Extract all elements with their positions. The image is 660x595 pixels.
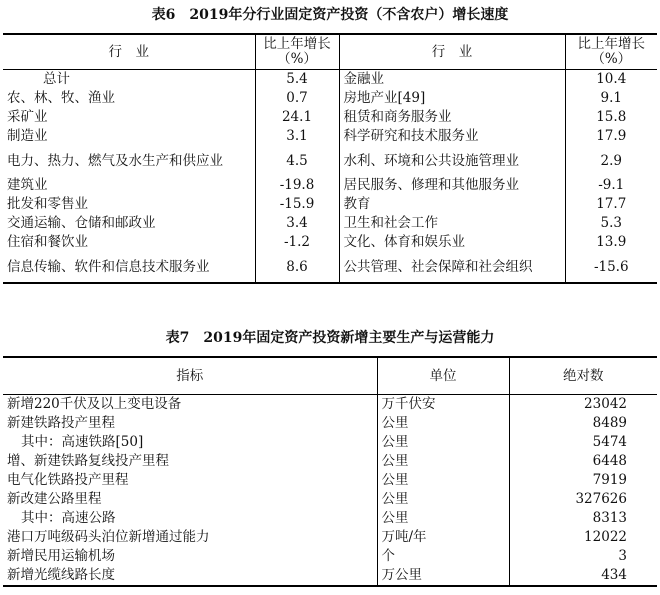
header-absolute: 绝对数 — [509, 357, 657, 395]
capacity-table — [3, 356, 657, 587]
table-row — [3, 509, 657, 528]
growth-value: -9.1 — [598, 177, 625, 193]
absolute-value: 6448 — [592, 453, 627, 469]
industry-name: 总计 — [3, 70, 255, 90]
absolute-value: 12022 — [584, 529, 627, 545]
table-row — [3, 127, 657, 146]
indicator-name: 新增光缆线路长度 — [3, 566, 377, 586]
unit-value: 公里 — [377, 509, 509, 528]
indicator-name: 增、新建铁路复线投产里程 — [3, 452, 377, 471]
industry-name: 制造业 — [3, 127, 255, 146]
growth-value: 24.1 — [255, 108, 339, 127]
table-row — [3, 414, 657, 433]
industry-name: 信息传输、软件和信息技术服务业 — [3, 252, 255, 283]
growth-value: 10.4 — [596, 71, 627, 87]
table-row — [3, 395, 657, 415]
table-row — [3, 252, 657, 283]
growth-value: 13.9 — [596, 234, 627, 250]
industry-name: 教育 — [339, 195, 565, 214]
industry-name: 金融业 — [339, 70, 565, 90]
table-row — [3, 528, 657, 547]
header-growth-right: 比上年增长（%） — [565, 34, 657, 70]
table-row — [3, 214, 657, 233]
industry-name: 交通运输、仓储和邮政业 — [3, 214, 255, 233]
header-growth-left: 比上年增长（%） — [255, 34, 339, 70]
unit-value: 公里 — [377, 471, 509, 490]
industry-growth-table — [3, 33, 657, 284]
industry-name: 科学研究和技术服务业 — [339, 127, 565, 146]
industry-name: 文化、体育和娱乐业 — [339, 233, 565, 252]
industry-name: 公共管理、社会保障和社会组织 — [339, 252, 565, 283]
growth-value: -1.2 — [255, 233, 339, 252]
table-row — [3, 547, 657, 566]
industry-name: 居民服务、修理和其他服务业 — [339, 176, 565, 195]
industry-name: 住宿和餐饮业 — [3, 233, 255, 252]
growth-value: -19.8 — [255, 176, 339, 195]
industry-name: 房地产业[49] — [339, 89, 565, 108]
table-row — [3, 566, 657, 586]
absolute-value: 434 — [601, 567, 627, 583]
growth-value: 3.4 — [255, 214, 339, 233]
unit-value: 公里 — [377, 452, 509, 471]
growth-value: 9.1 — [600, 90, 622, 106]
industry-name: 电力、热力、燃气及水生产和供应业 — [3, 146, 255, 176]
industry-name: 采矿业 — [3, 108, 255, 127]
growth-value: 17.9 — [596, 128, 627, 144]
growth-value: -15.6 — [593, 258, 629, 275]
table-row — [3, 452, 657, 471]
table-row — [3, 70, 657, 90]
header-industry-left: 行 业 — [3, 34, 255, 70]
table6-title: 表6 2019年分行业固定资产投资（不含农户）增长速度 — [151, 7, 509, 23]
indicator-name: 港口万吨级码头泊位新增通过能力 — [3, 528, 377, 547]
table-row — [3, 146, 657, 176]
industry-name: 卫生和社会工作 — [339, 214, 565, 233]
header-industry-right: 行 业 — [339, 34, 565, 70]
growth-value: 4.5 — [255, 146, 339, 176]
table-row — [3, 89, 657, 108]
industry-name: 租赁和商务服务业 — [339, 108, 565, 127]
industry-name: 批发和零售业 — [3, 195, 255, 214]
indicator-name: 新增民用运输机场 — [3, 547, 377, 566]
growth-value: 5.3 — [600, 215, 622, 231]
growth-value: -15.9 — [255, 195, 339, 214]
indicator-name: 新改建公路里程 — [3, 490, 377, 509]
table-row — [3, 176, 657, 195]
table-row — [3, 433, 657, 452]
growth-value: 0.7 — [255, 89, 339, 108]
unit-value: 万公里 — [377, 566, 509, 586]
header-indicator: 指标 — [3, 357, 377, 395]
table-row — [3, 195, 657, 214]
growth-value: 15.8 — [596, 109, 627, 125]
growth-value: 8.6 — [255, 252, 339, 283]
table-row — [3, 490, 657, 509]
growth-value: 5.4 — [255, 70, 339, 90]
unit-value: 公里 — [377, 433, 509, 452]
unit-value: 个 — [377, 547, 509, 566]
table-row — [3, 471, 657, 490]
unit-value: 万吨/年 — [377, 528, 509, 547]
indicator-name: 新建铁路投产里程 — [3, 414, 377, 433]
unit-value: 万千伏安 — [377, 395, 509, 415]
absolute-value: 7919 — [592, 472, 627, 488]
absolute-value: 23042 — [584, 396, 627, 412]
absolute-value: 3 — [618, 548, 627, 564]
table-row — [3, 108, 657, 127]
absolute-value: 5474 — [592, 434, 627, 450]
growth-value: 3.1 — [255, 127, 339, 146]
absolute-value: 327626 — [575, 491, 627, 507]
header-unit: 单位 — [377, 357, 509, 395]
indicator-name: 新增220千伏及以上变电设备 — [3, 395, 377, 415]
indicator-name: 电气化铁路投产里程 — [3, 471, 377, 490]
absolute-value: 8489 — [592, 415, 627, 431]
unit-value: 公里 — [377, 490, 509, 509]
growth-value: 2.9 — [600, 152, 622, 169]
growth-value: 17.7 — [596, 196, 627, 212]
table7-title: 表7 2019年固定资产投资新增主要生产与运营能力 — [165, 330, 495, 346]
industry-name: 水利、环境和公共设施管理业 — [339, 146, 565, 176]
absolute-value: 8313 — [592, 510, 627, 526]
industry-name: 建筑业 — [3, 176, 255, 195]
indicator-name: 其中：高速公路 — [3, 509, 377, 528]
industry-name: 农、林、牧、渔业 — [3, 89, 255, 108]
table-row — [3, 233, 657, 252]
indicator-name: 其中：高速铁路[50] — [3, 433, 377, 452]
unit-value: 公里 — [377, 414, 509, 433]
